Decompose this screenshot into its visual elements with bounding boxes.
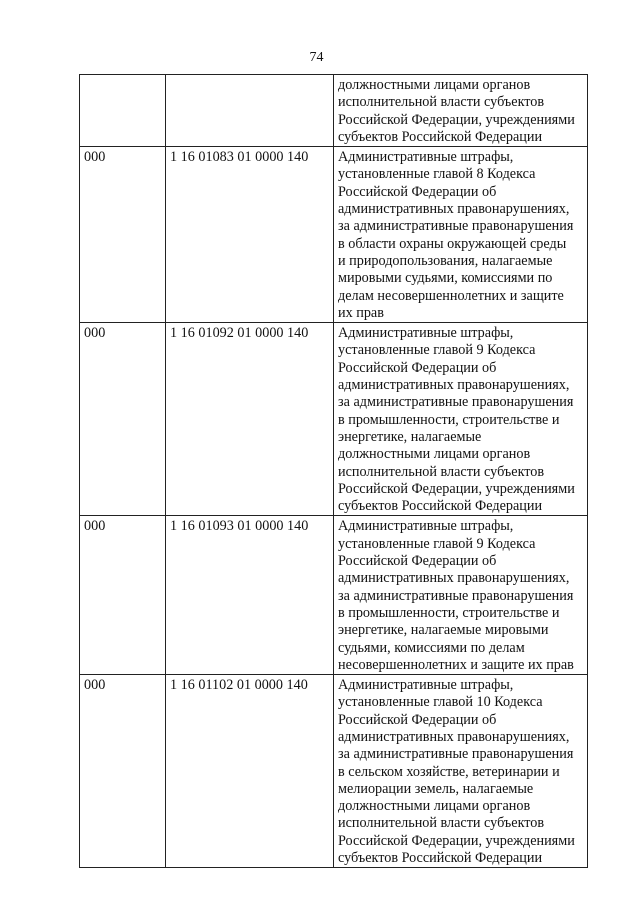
revenue-name-line: Административные штрафы, [338, 677, 514, 694]
revenue-name-line: должностными лицами органов [338, 798, 531, 815]
revenue-name-line: субъектов Российской Федерации [338, 850, 543, 867]
revenue-name-line: должностными лицами органов [338, 77, 531, 93]
revenue-codes-table [79, 74, 588, 868]
revenue-name-line: субъектов Российской Федерации [338, 498, 543, 515]
admin-code-cell: 000 [80, 516, 166, 675]
revenue-name-line: Российской Федерации, учреждениями [338, 111, 575, 128]
revenue-name-line: в области охраны окружающей среды [338, 235, 567, 252]
revenue-code-cell [166, 75, 334, 147]
revenue-name-line: мировыми судьями, комиссиями по [338, 270, 553, 287]
revenue-name-line: Административные штрафы, [338, 149, 514, 166]
admin-code-cell [80, 75, 166, 147]
revenue-name-line: Российской Федерации, учреждениями [338, 832, 575, 849]
revenue-code-cell: 1 16 01093 01 0000 140 [166, 516, 334, 675]
revenue-code-cell: 1 16 01092 01 0000 140 [166, 323, 334, 516]
revenue-name-line: энергетике, налагаемые [338, 428, 482, 445]
revenue-name-line: установленные главой 9 Кодекса [338, 342, 536, 359]
revenue-name-line: Российской Федерации об [338, 183, 497, 200]
revenue-name-line: исполнительной власти субъектов [338, 815, 545, 832]
revenue-name-line: исполнительной власти субъектов [338, 94, 545, 111]
revenue-name-line: мелиорации земель, налагаемые [338, 780, 534, 797]
revenue-name-line: административных правонарушениях, [338, 377, 570, 394]
revenue-name-line: в промышленности, строительстве и [338, 411, 560, 428]
revenue-name-line: делам несовершеннолетних и защите [338, 287, 564, 304]
admin-code-cell: 000 [80, 675, 166, 868]
revenue-code-cell: 1 16 01102 01 0000 140 [166, 675, 334, 868]
table-row [80, 323, 588, 516]
revenue-name-line: должностными лицами органов [338, 446, 531, 463]
revenue-name-line: установленные главой 8 Кодекса [338, 166, 536, 183]
table-row [80, 675, 588, 868]
revenue-name-line: за административные правонарушения [338, 394, 574, 411]
revenue-name-line: Российской Федерации об [338, 553, 497, 570]
revenue-name-cell [334, 75, 588, 147]
table-row [80, 516, 588, 675]
table-row [80, 147, 588, 323]
revenue-name-line: за административные правонарушения [338, 218, 574, 235]
page-number: 74 [309, 50, 324, 65]
table-row [80, 75, 588, 147]
revenue-name-line: несовершеннолетних и защите их прав [338, 656, 574, 673]
revenue-name-line: Российской Федерации, учреждениями [338, 480, 575, 497]
revenue-name-line: субъектов Российской Федерации [338, 128, 543, 145]
revenue-name-line: установленные главой 10 Кодекса [338, 694, 543, 711]
admin-code-cell: 000 [80, 323, 166, 516]
admin-code-cell: 000 [80, 147, 166, 323]
revenue-name-line: судьями, комиссиями по делам [338, 639, 525, 656]
revenue-name-line: административных правонарушениях, [338, 570, 570, 587]
revenue-name-line: Российской Федерации об [338, 359, 497, 376]
revenue-name-line: их прав [338, 304, 384, 321]
revenue-name-line: в промышленности, строительстве и [338, 604, 560, 621]
revenue-name-line: административных правонарушениях, [338, 201, 570, 218]
revenue-name-line: исполнительной власти субъектов [338, 463, 545, 480]
revenue-name-line: Административные штрафы, [338, 325, 514, 342]
revenue-name-line: Административные штрафы, [338, 518, 514, 535]
revenue-code-cell: 1 16 01083 01 0000 140 [166, 147, 334, 323]
revenue-name-cell [334, 147, 588, 323]
revenue-name-line: и природопользования, налагаемые [338, 252, 553, 269]
revenue-name-line: за административные правонарушения [338, 587, 574, 604]
revenue-name-line: в сельском хозяйстве, ветеринарии и [338, 763, 560, 780]
revenue-name-line: Российской Федерации об [338, 711, 497, 728]
revenue-name-line: административных правонарушениях, [338, 728, 570, 745]
revenue-name-line: энергетике, налагаемые мировыми [338, 622, 549, 639]
revenue-name-cell [334, 675, 588, 868]
revenue-name-line: установленные главой 9 Кодекса [338, 535, 536, 552]
revenue-name-line: за административные правонарушения [338, 746, 574, 763]
revenue-name-cell [334, 516, 588, 675]
revenue-name-cell [334, 323, 588, 516]
